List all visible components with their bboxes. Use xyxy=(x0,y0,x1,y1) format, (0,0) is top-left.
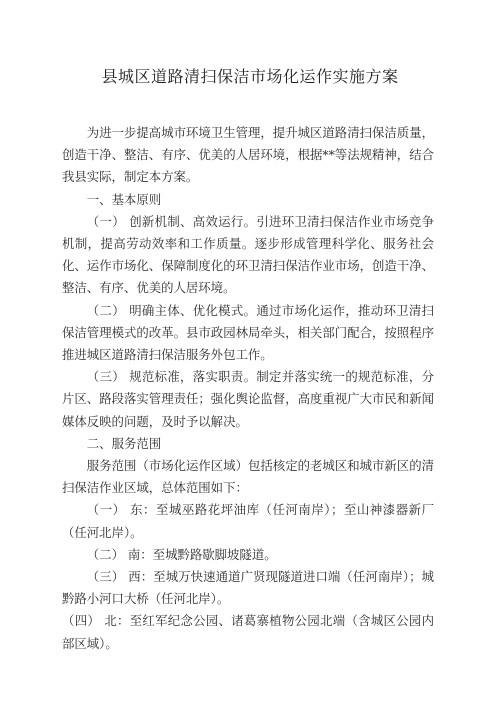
principle-1-paragraph: （一） 创新机制、高效运行。引进环卫清扫保洁作业市场竞争机制，提高劳动效率和工作质量。逐步形成管理科学化、服务社会化、运作市场化、保障制度化的环卫清扫保洁作业市场，创造干净、整洁、有序、优美的人居环境。 xyxy=(62,213,434,296)
scope-intro-paragraph: 服务范围（市场化运作区域）包括核定的老城区和城市新区的清扫保洁作业区域，总体范围如下： xyxy=(62,458,434,496)
document-body xyxy=(62,122,434,655)
document-title: 县城区道路清扫保洁市场化运作实施方案 xyxy=(101,67,399,86)
section-heading-principles: 一、基本原则 xyxy=(86,191,162,207)
section-heading-scope: 二、服务范围 xyxy=(86,435,162,451)
scope-east-paragraph: （一） 东：至城巫路花坪油库（任河南岸）；至山神漆器新厂（任河北岸）。 xyxy=(62,502,434,540)
principle-3-paragraph: （三） 规范标准，落实职责。制定并落实统一的规范标准，分片区、路段落实管理责任；强化舆论监督，高度重视广大市民和新闻媒体反映的问题，及时予以解决。 xyxy=(62,369,434,429)
intro-paragraph: 为进一步提高城市环境卫生管理，提升城区道路清扫保洁质量，创造干净、整洁、有序、优美的人居环境，根据**等法规精神，结合我县实际，制定本方案。 xyxy=(62,125,434,185)
scope-south-paragraph: （二） 南：至城黔路歇脚坡隧道。 xyxy=(86,546,277,562)
principle-2-paragraph: （二） 明确主体、优化模式。通过市场化运作，推动环卫清扫保洁管理模式的改革。县市政园林局牵头，相关部门配合，按照程序推进城区道路清扫保洁服务外包工作。 xyxy=(62,302,434,363)
scope-west-paragraph: （三） 西：至城万快速通道广贤现隧道进口端（任河南岸）；城黔路小河口大桥（任河北岸）。 xyxy=(62,569,434,607)
scope-north-paragraph: （四） 北：至红军纪念公园、诸葛寨植物公园北端（含城区公园内部区域）。 xyxy=(62,613,434,651)
